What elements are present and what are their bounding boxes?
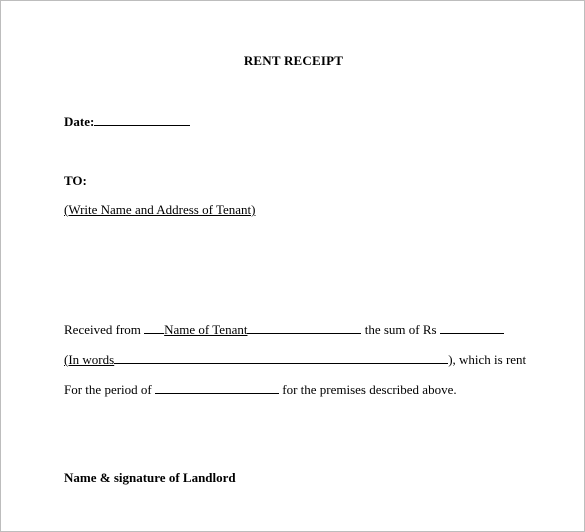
period-line bbox=[64, 381, 457, 398]
tenant-name-blank bbox=[247, 321, 361, 334]
date-label: Date: bbox=[64, 114, 95, 129]
period-label: For the period of bbox=[64, 382, 152, 397]
receipt-title: RENT RECEIPT bbox=[243, 53, 344, 68]
premises-label: for the premises described above. bbox=[282, 382, 457, 397]
in-words-line bbox=[64, 351, 526, 368]
received-from-blank-lead bbox=[144, 321, 164, 334]
landlord-signature-label: Name & signature of Landlord bbox=[64, 470, 236, 485]
to-label: TO: bbox=[64, 173, 87, 188]
in-words-blank bbox=[114, 351, 448, 364]
received-from-label: Received from bbox=[64, 322, 141, 337]
in-words-label: (In words bbox=[64, 352, 115, 367]
received-from-line bbox=[64, 321, 504, 338]
tenant-name-placeholder: Name of Tenant bbox=[164, 322, 248, 337]
date-line bbox=[64, 113, 190, 130]
sum-label: the sum of Rs bbox=[364, 322, 437, 337]
tenant-instruction: (Write Name and Address of Tenant) bbox=[64, 202, 256, 217]
amount-blank bbox=[440, 321, 504, 334]
which-is-rent-label: ), which is rent bbox=[448, 352, 527, 367]
period-blank bbox=[155, 381, 279, 394]
date-blank bbox=[94, 113, 190, 126]
